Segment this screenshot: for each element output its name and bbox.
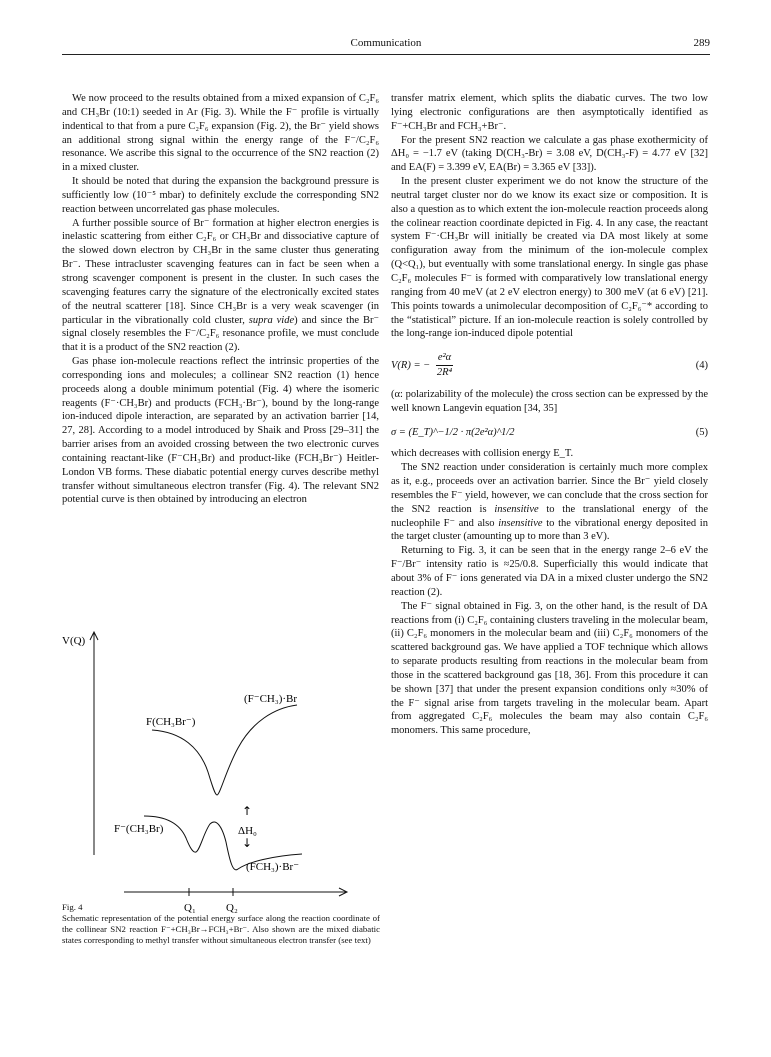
paragraph: Gas phase ion-molecule reactions reflect the intrinsic properties of the corresponding ions and molecules; a collinear SN2 reaction (1) hence proceeds along a double minimum potential (Fig. 4) where the isomeric reagents (F⁻·CH₃Br) and products (FCH₃·Br⁻), bound by the long-range ion-induced dipole interaction, are separated by an activation barrier [14, 27, 28]. According to a model introduced by Shaik and Pross [29–31] the barrier arises from an avoided crossing between the two electronic curves containing reactant-like (F⁻CH₃Br) and product-like (FCH₃Br⁻) Heitler-London VB forms. These diabatic potential energy curves describe methyl transfer without simultaneous electron transfer (Fig. 4). The relevant SN2 potential curve is then obtained by introducing an electron [62,356,379,506]
equation-5-body: σ = (E_T)^−1/2 · π(2e²α)^1/2 [391,426,515,438]
paragraph: The SN2 reaction under consideration is certainly much more complex as it, e.g., proceeds over an activation barrier. Since the Br⁻ yield closely resembles the F⁻ yield, however, we can conclude that the cross section for the SN2 reaction is insensitive to the translational energy of the nucleophile F⁻ and also insensitive to the vibrational energy deposited in the target cluster (amounting up to more than 3 eV). [391,462,708,543]
paragraph: (α: polarizability of the molecule) the cross section can be expressed by the well known Langevin equation [34, 35] [391,388,708,414]
equation-4-denominator: 2R⁴ [436,367,453,379]
running-title: Communication [350,37,422,49]
caption-text: Schematic representation of the potential energy surface along the reaction coordinate of the collinear SN2 reaction F⁻+CH₃Br→FCH₃+Br⁻. Also shown are the mixed diabatic states corresponding to methyl transfer without simultaneous electron transfer (see text) [62,913,380,945]
paragraph: transfer matrix element, which splits the diabatic curves. The two low lying electronic configurations are then asymptotically identified as F⁻+CH₃Br and FCH₃+Br⁻. [391,93,708,132]
paragraph: We now proceed to the results obtained from a mixed expansion of C₂F₆ and CH₃Br (10:1) seeded in Ar (Fig. 3). While the F⁻ profile is virtually indentical to that from a pure C₂F₆ expansion (Fig. 2), the Br⁻ yield shows an additional strong signal within the energy range of the F⁻/C₂F₆ resonance. We ascribe this signal to the occurrence of the SN2 reaction (2) in a mixed cluster. [62,93,379,174]
label-upper-right: (F⁻CH₃)·Br [244,693,298,705]
page-number: 289 [693,37,710,49]
equation-4-body: V(R) = − $\frac{\text{e²α}}{\text{2R⁴}}$ [391,352,453,379]
right-column [391,92,708,738]
tick-label-q1: Q₁ [184,902,196,914]
y-axis-label: V(Q) [62,635,86,647]
left-column [62,92,379,507]
figure-caption [62,902,380,946]
arrow-down-icon: ↓ [242,836,253,850]
paragraph: Returning to Fig. 3, it can be seen that in the energy range 2–6 eV the F⁻/Br⁻ intensity ratio is ≈25/0.8. Superficially this would indicate that about 3% of F⁻ ions generated via DA in a mixed cluster undergo the SN2 reaction (2). [391,545,708,598]
paragraph: which decreases with collision energy E_T. [391,448,574,460]
emphasis: insensitive [494,503,539,515]
label-upper-left: F(CH₃Br⁻) [146,716,196,728]
figure-label: Fig. 4 [62,902,83,912]
equation-4-numerator: e²α [436,351,453,366]
label-lower-right: (FCH₃)·Br⁻ [246,861,300,873]
label-delta-h: ΔH₀ [238,825,257,837]
paragraph: The F⁻ signal obtained in Fig. 3, on the other hand, is the result of DA reactions from (i) C₂F₆ containing clusters traveling in the molecular beam, (ii) C₂F₆ monomers in the molecular beam and (iii) C₂F₆ monomers of the scattered background gas. We have applied a TOF technique which allows to separate products resulting from reactions in the molecular beam from those in the scattered background gas [18, 36]. From this procedure it can be shown [37] that under the present expansion conditions only ≈30% of the F⁻ signal arise from targets traveling in the molecular beam. Apart from aggregated C₂F₆ molecules the beam may also contain C₂F₆ monomers. This same procedure, [391,600,708,737]
equation-4 [391,351,708,380]
emphasis: insensitive [498,517,543,529]
equation-4-number: (4) [695,359,708,371]
equation-5 [391,426,708,440]
paragraph: It should be noted that during the expansion the background pressure is sufficiently low (10⁻⁵ mbar) to definitely exclude the corresponding SN2 reaction between uncorrelated gas phase molecules. [62,176,379,215]
paragraph: A further possible source of Br⁻ formation at higher electron energies is inelastic scattering from either C₂F₆ or CH₃Br and dissociative capture of the slowed down electron by CH₃Br in the same cluster thus generating Br⁻. These intracluster scavenging features can in fact be seen when a strong scavenger component is present in the cluster. In such cases the scavenging features carry the signature of the electronically excited states of the neutral scatterer [18]. Since CH₃Br is a very weak scavenger (in particular in the vibrationally cold cluster, supra vide) and since the Br⁻ signal closely resembles the F⁻/C₂F₆ resonance profile, we must conclude that it is a product of the SN2 reaction (2). [62,217,379,354]
arrow-up-icon: ↑ [242,804,253,818]
equation-5-number: (5) [695,426,708,438]
page-header [62,36,710,55]
label-lower-left: F⁻(CH₃Br) [114,823,164,835]
paragraph: In the present cluster experiment we do not know the structure of the neutral target cluster nor do we know its exact size or composition. It is also a question as to which extent the ion-molecule reaction proceeds along the colinear reaction coordinate depicted in Fig. 4. In any case, the reactant system F⁻·CH₃Br will initially be created via DA most likely at some configuration away from the minimum of the ion-molecule complex (Q<Q₁), but eventually with some translational energy. In single gas phase C₂F₆ molecules F⁻ is formed with comparatively low translational energy ranging from 40 meV (at 2 eV electron energy) to 300 meV (at 6 eV) [21]. This points towards a unimolecular decomposition of C₂F₆⁻* according to the “statistical” picture. If an ion-molecule reaction is solely controlled by the long-range ion-induced dipole potential [391,176,708,340]
emphasis: supra vide [248,314,295,326]
paragraph: For the present SN2 reaction we calculate a gas phase exothermicity of ΔH₀ = −1.7 eV (taking D(CH₃-Br) = 3.08 eV, D(CH₃-F) = 4.77 eV [32] and EA(F) = 3.399 eV, EA(Br) = 3.365 eV [33]). [391,134,708,174]
tick-label-q2: Q₂ [226,902,238,914]
